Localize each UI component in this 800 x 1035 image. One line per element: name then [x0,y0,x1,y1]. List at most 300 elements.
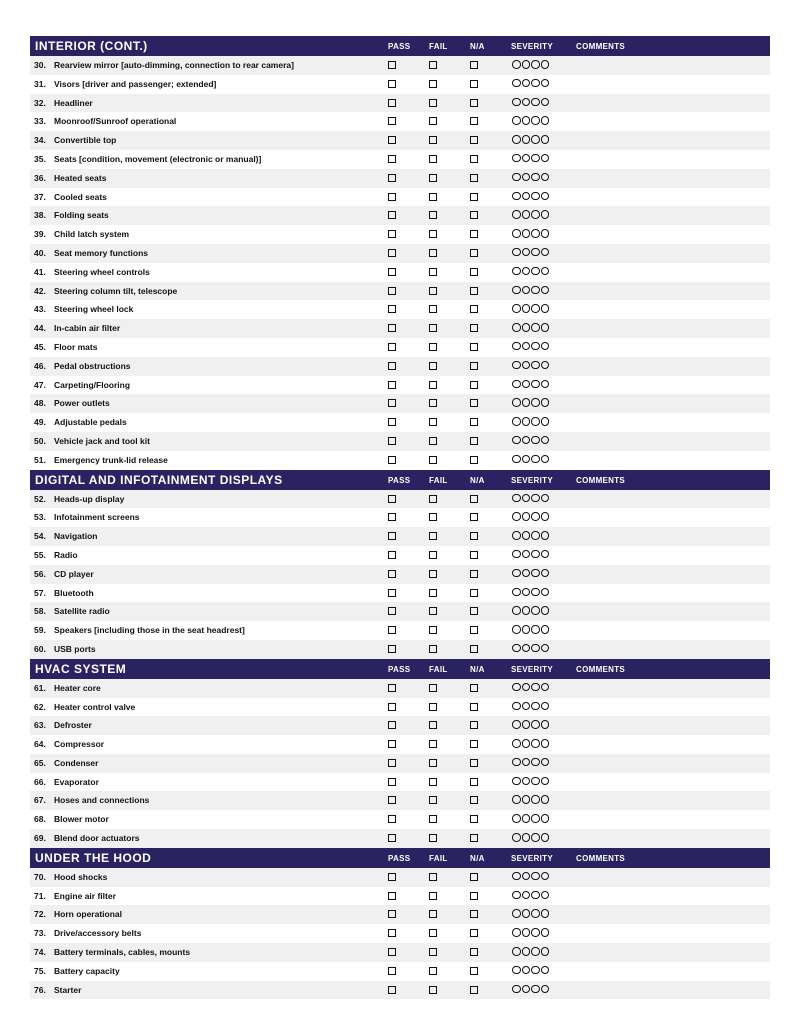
fail-checkbox[interactable] [429,796,437,804]
pass-checkbox[interactable] [388,778,396,786]
severity-circle[interactable] [522,98,531,107]
severity-circle[interactable] [522,758,531,767]
severity-circle[interactable] [512,758,521,767]
severity-circle[interactable] [512,267,521,276]
severity-circle[interactable] [541,116,550,125]
na-checkbox[interactable] [470,703,478,711]
severity-circle[interactable] [531,625,540,634]
severity-circle[interactable] [512,720,521,729]
fail-checkbox[interactable] [429,211,437,219]
pass-checkbox[interactable] [388,99,396,107]
fail-checkbox[interactable] [429,155,437,163]
severity-circle[interactable] [522,210,531,219]
fail-checkbox[interactable] [429,513,437,521]
fail-checkbox[interactable] [429,136,437,144]
fail-checkbox[interactable] [429,740,437,748]
severity-circle[interactable] [541,947,550,956]
fail-checkbox[interactable] [429,61,437,69]
severity-circle[interactable] [531,436,540,445]
pass-checkbox[interactable] [388,268,396,276]
severity-circle[interactable] [522,985,531,994]
severity-circle[interactable] [522,173,531,182]
severity-circle[interactable] [531,342,540,351]
severity-circle[interactable] [541,531,550,540]
severity-circle[interactable] [512,79,521,88]
severity-circle[interactable] [531,286,540,295]
na-checkbox[interactable] [470,740,478,748]
severity-circle[interactable] [512,135,521,144]
severity-circle[interactable] [531,173,540,182]
severity-circle[interactable] [512,833,521,842]
pass-checkbox[interactable] [388,551,396,559]
pass-checkbox[interactable] [388,456,396,464]
fail-checkbox[interactable] [429,362,437,370]
severity-circle[interactable] [541,210,550,219]
pass-checkbox[interactable] [388,532,396,540]
severity-circle[interactable] [531,361,540,370]
severity-circle[interactable] [522,720,531,729]
severity-circle[interactable] [512,342,521,351]
severity-circle[interactable] [531,985,540,994]
severity-circle[interactable] [522,60,531,69]
pass-checkbox[interactable] [388,589,396,597]
severity-circle[interactable] [531,210,540,219]
severity-circle[interactable] [512,304,521,313]
severity-circle[interactable] [531,267,540,276]
na-checkbox[interactable] [470,532,478,540]
severity-circle[interactable] [522,947,531,956]
severity-circle[interactable] [522,814,531,823]
severity-circle[interactable] [522,229,531,238]
fail-checkbox[interactable] [429,967,437,975]
pass-checkbox[interactable] [388,136,396,144]
severity-circle[interactable] [512,173,521,182]
na-checkbox[interactable] [470,117,478,125]
fail-checkbox[interactable] [429,873,437,881]
severity-circle[interactable] [541,966,550,975]
na-checkbox[interactable] [470,986,478,994]
severity-circle[interactable] [522,702,531,711]
fail-checkbox[interactable] [429,626,437,634]
na-checkbox[interactable] [470,324,478,332]
severity-circle[interactable] [541,625,550,634]
severity-circle[interactable] [512,872,521,881]
severity-circle[interactable] [531,683,540,692]
fail-checkbox[interactable] [429,684,437,692]
na-checkbox[interactable] [470,570,478,578]
severity-circle[interactable] [541,60,550,69]
severity-circle[interactable] [522,588,531,597]
severity-circle[interactable] [541,380,550,389]
severity-circle[interactable] [512,361,521,370]
severity-circle[interactable] [522,455,531,464]
severity-circle[interactable] [531,248,540,257]
na-checkbox[interactable] [470,929,478,937]
na-checkbox[interactable] [470,287,478,295]
severity-circle[interactable] [541,79,550,88]
na-checkbox[interactable] [470,645,478,653]
na-checkbox[interactable] [470,551,478,559]
na-checkbox[interactable] [470,418,478,426]
na-checkbox[interactable] [470,495,478,503]
severity-circle[interactable] [512,985,521,994]
severity-circle[interactable] [541,588,550,597]
severity-circle[interactable] [531,720,540,729]
pass-checkbox[interactable] [388,910,396,918]
severity-circle[interactable] [522,154,531,163]
severity-circle[interactable] [512,569,521,578]
severity-circle[interactable] [541,683,550,692]
na-checkbox[interactable] [470,626,478,634]
fail-checkbox[interactable] [429,193,437,201]
severity-circle[interactable] [531,531,540,540]
na-checkbox[interactable] [470,834,478,842]
na-checkbox[interactable] [470,268,478,276]
severity-circle[interactable] [531,154,540,163]
severity-circle[interactable] [512,116,521,125]
severity-circle[interactable] [512,494,521,503]
fail-checkbox[interactable] [429,268,437,276]
severity-circle[interactable] [531,644,540,653]
pass-checkbox[interactable] [388,948,396,956]
severity-circle[interactable] [541,891,550,900]
severity-circle[interactable] [512,795,521,804]
severity-circle[interactable] [522,777,531,786]
pass-checkbox[interactable] [388,211,396,219]
severity-circle[interactable] [512,606,521,615]
severity-circle[interactable] [512,436,521,445]
na-checkbox[interactable] [470,136,478,144]
severity-circle[interactable] [522,833,531,842]
severity-circle[interactable] [522,683,531,692]
na-checkbox[interactable] [470,362,478,370]
severity-circle[interactable] [522,286,531,295]
severity-circle[interactable] [522,795,531,804]
severity-circle[interactable] [541,814,550,823]
severity-circle[interactable] [531,417,540,426]
pass-checkbox[interactable] [388,249,396,257]
severity-circle[interactable] [531,758,540,767]
severity-circle[interactable] [522,436,531,445]
severity-circle[interactable] [541,304,550,313]
severity-circle[interactable] [541,173,550,182]
severity-circle[interactable] [531,79,540,88]
severity-circle[interactable] [522,891,531,900]
fail-checkbox[interactable] [429,174,437,182]
na-checkbox[interactable] [470,381,478,389]
pass-checkbox[interactable] [388,230,396,238]
severity-circle[interactable] [531,795,540,804]
severity-circle[interactable] [541,98,550,107]
pass-checkbox[interactable] [388,513,396,521]
na-checkbox[interactable] [470,778,478,786]
severity-circle[interactable] [541,135,550,144]
severity-circle[interactable] [531,966,540,975]
severity-circle[interactable] [522,304,531,313]
fail-checkbox[interactable] [429,570,437,578]
na-checkbox[interactable] [470,873,478,881]
severity-circle[interactable] [522,966,531,975]
severity-circle[interactable] [541,833,550,842]
severity-circle[interactable] [522,531,531,540]
severity-circle[interactable] [522,192,531,201]
pass-checkbox[interactable] [388,381,396,389]
pass-checkbox[interactable] [388,362,396,370]
pass-checkbox[interactable] [388,703,396,711]
fail-checkbox[interactable] [429,986,437,994]
severity-circle[interactable] [531,872,540,881]
fail-checkbox[interactable] [429,645,437,653]
severity-circle[interactable] [531,512,540,521]
severity-circle[interactable] [512,550,521,559]
severity-circle[interactable] [522,606,531,615]
fail-checkbox[interactable] [429,892,437,900]
severity-circle[interactable] [531,891,540,900]
fail-checkbox[interactable] [429,117,437,125]
severity-circle[interactable] [541,758,550,767]
na-checkbox[interactable] [470,892,478,900]
fail-checkbox[interactable] [429,721,437,729]
severity-circle[interactable] [512,702,521,711]
na-checkbox[interactable] [470,80,478,88]
fail-checkbox[interactable] [429,495,437,503]
na-checkbox[interactable] [470,155,478,163]
severity-circle[interactable] [512,380,521,389]
severity-circle[interactable] [531,702,540,711]
severity-circle[interactable] [541,398,550,407]
fail-checkbox[interactable] [429,910,437,918]
na-checkbox[interactable] [470,815,478,823]
severity-circle[interactable] [512,248,521,257]
fail-checkbox[interactable] [429,929,437,937]
severity-circle[interactable] [541,286,550,295]
pass-checkbox[interactable] [388,759,396,767]
pass-checkbox[interactable] [388,873,396,881]
na-checkbox[interactable] [470,967,478,975]
severity-circle[interactable] [531,116,540,125]
na-checkbox[interactable] [470,211,478,219]
severity-circle[interactable] [531,569,540,578]
fail-checkbox[interactable] [429,381,437,389]
severity-circle[interactable] [541,229,550,238]
severity-circle[interactable] [531,304,540,313]
severity-circle[interactable] [531,739,540,748]
na-checkbox[interactable] [470,796,478,804]
severity-circle[interactable] [531,323,540,332]
na-checkbox[interactable] [470,61,478,69]
pass-checkbox[interactable] [388,117,396,125]
severity-circle[interactable] [541,192,550,201]
pass-checkbox[interactable] [388,645,396,653]
fail-checkbox[interactable] [429,815,437,823]
fail-checkbox[interactable] [429,399,437,407]
na-checkbox[interactable] [470,249,478,257]
fail-checkbox[interactable] [429,551,437,559]
severity-circle[interactable] [512,683,521,692]
fail-checkbox[interactable] [429,80,437,88]
severity-circle[interactable] [522,625,531,634]
severity-circle[interactable] [541,928,550,937]
fail-checkbox[interactable] [429,287,437,295]
severity-circle[interactable] [541,872,550,881]
fail-checkbox[interactable] [429,759,437,767]
severity-circle[interactable] [522,872,531,881]
pass-checkbox[interactable] [388,570,396,578]
fail-checkbox[interactable] [429,418,437,426]
fail-checkbox[interactable] [429,305,437,313]
severity-circle[interactable] [512,154,521,163]
severity-circle[interactable] [522,135,531,144]
fail-checkbox[interactable] [429,703,437,711]
na-checkbox[interactable] [470,607,478,615]
na-checkbox[interactable] [470,910,478,918]
severity-circle[interactable] [522,79,531,88]
severity-circle[interactable] [512,588,521,597]
severity-circle[interactable] [541,720,550,729]
severity-circle[interactable] [541,267,550,276]
severity-circle[interactable] [522,928,531,937]
fail-checkbox[interactable] [429,834,437,842]
na-checkbox[interactable] [470,99,478,107]
pass-checkbox[interactable] [388,418,396,426]
fail-checkbox[interactable] [429,532,437,540]
severity-circle[interactable] [522,417,531,426]
severity-circle[interactable] [531,833,540,842]
pass-checkbox[interactable] [388,399,396,407]
na-checkbox[interactable] [470,174,478,182]
severity-circle[interactable] [541,795,550,804]
severity-circle[interactable] [531,606,540,615]
severity-circle[interactable] [541,248,550,257]
severity-circle[interactable] [522,323,531,332]
na-checkbox[interactable] [470,193,478,201]
severity-circle[interactable] [522,909,531,918]
pass-checkbox[interactable] [388,967,396,975]
na-checkbox[interactable] [470,948,478,956]
severity-circle[interactable] [512,455,521,464]
severity-circle[interactable] [541,494,550,503]
severity-circle[interactable] [512,98,521,107]
pass-checkbox[interactable] [388,343,396,351]
severity-circle[interactable] [531,192,540,201]
severity-circle[interactable] [512,417,521,426]
severity-circle[interactable] [512,512,521,521]
pass-checkbox[interactable] [388,626,396,634]
fail-checkbox[interactable] [429,324,437,332]
pass-checkbox[interactable] [388,324,396,332]
severity-circle[interactable] [522,398,531,407]
severity-circle[interactable] [531,135,540,144]
fail-checkbox[interactable] [429,948,437,956]
pass-checkbox[interactable] [388,495,396,503]
pass-checkbox[interactable] [388,740,396,748]
severity-circle[interactable] [512,739,521,748]
na-checkbox[interactable] [470,759,478,767]
severity-circle[interactable] [531,947,540,956]
pass-checkbox[interactable] [388,80,396,88]
severity-circle[interactable] [512,398,521,407]
pass-checkbox[interactable] [388,684,396,692]
severity-circle[interactable] [531,455,540,464]
severity-circle[interactable] [541,436,550,445]
fail-checkbox[interactable] [429,437,437,445]
severity-circle[interactable] [522,116,531,125]
severity-circle[interactable] [541,342,550,351]
severity-circle[interactable] [531,398,540,407]
severity-circle[interactable] [531,588,540,597]
na-checkbox[interactable] [470,589,478,597]
pass-checkbox[interactable] [388,815,396,823]
pass-checkbox[interactable] [388,986,396,994]
na-checkbox[interactable] [470,305,478,313]
severity-circle[interactable] [541,569,550,578]
severity-circle[interactable] [522,569,531,578]
severity-circle[interactable] [541,361,550,370]
fail-checkbox[interactable] [429,343,437,351]
severity-circle[interactable] [512,777,521,786]
severity-circle[interactable] [522,739,531,748]
na-checkbox[interactable] [470,456,478,464]
severity-circle[interactable] [522,644,531,653]
na-checkbox[interactable] [470,721,478,729]
severity-circle[interactable] [541,512,550,521]
na-checkbox[interactable] [470,343,478,351]
severity-circle[interactable] [512,909,521,918]
severity-circle[interactable] [512,966,521,975]
severity-circle[interactable] [522,361,531,370]
severity-circle[interactable] [541,323,550,332]
severity-circle[interactable] [512,286,521,295]
severity-circle[interactable] [512,531,521,540]
severity-circle[interactable] [541,455,550,464]
severity-circle[interactable] [541,739,550,748]
severity-circle[interactable] [531,550,540,559]
fail-checkbox[interactable] [429,589,437,597]
fail-checkbox[interactable] [429,249,437,257]
pass-checkbox[interactable] [388,437,396,445]
severity-circle[interactable] [512,192,521,201]
severity-circle[interactable] [522,267,531,276]
na-checkbox[interactable] [470,437,478,445]
severity-circle[interactable] [531,928,540,937]
na-checkbox[interactable] [470,684,478,692]
pass-checkbox[interactable] [388,892,396,900]
pass-checkbox[interactable] [388,155,396,163]
severity-circle[interactable] [531,814,540,823]
severity-circle[interactable] [512,891,521,900]
severity-circle[interactable] [512,928,521,937]
severity-circle[interactable] [541,550,550,559]
severity-circle[interactable] [541,909,550,918]
severity-circle[interactable] [522,494,531,503]
severity-circle[interactable] [541,417,550,426]
severity-circle[interactable] [541,702,550,711]
na-checkbox[interactable] [470,399,478,407]
severity-circle[interactable] [522,512,531,521]
pass-checkbox[interactable] [388,721,396,729]
pass-checkbox[interactable] [388,305,396,313]
severity-circle[interactable] [531,494,540,503]
severity-circle[interactable] [541,985,550,994]
severity-circle[interactable] [522,342,531,351]
severity-circle[interactable] [541,154,550,163]
pass-checkbox[interactable] [388,607,396,615]
severity-circle[interactable] [531,98,540,107]
pass-checkbox[interactable] [388,174,396,182]
severity-circle[interactable] [512,625,521,634]
severity-circle[interactable] [512,210,521,219]
fail-checkbox[interactable] [429,778,437,786]
